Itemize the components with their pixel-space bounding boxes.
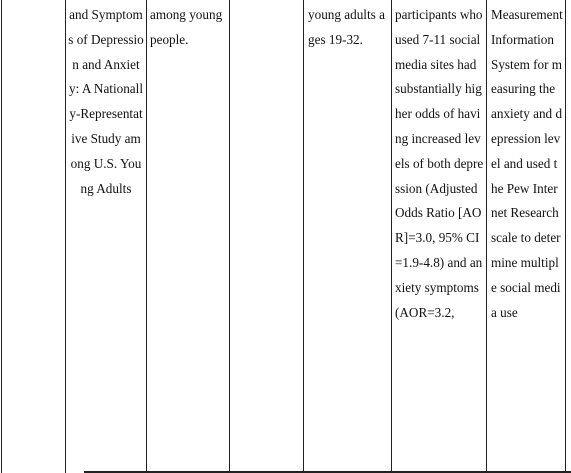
table-cell-aim: [147, 0, 230, 473]
table-row: [2, 0, 566, 473]
cell-text: [230, 0, 303, 3]
study-table: [1, 0, 566, 473]
table-cell-design: [230, 0, 304, 473]
cell-text: [2, 0, 65, 3]
cell-text: young adults ages 19-32.: [308, 7, 385, 47]
table-cell-title: [66, 0, 147, 473]
cell-text: participants who used 7-11 social media sites had substantially higher odds of having increased levels of both depression (Adjusted Odds Ratio [AOR]=3.0, 95% CI=1.9-4.8) and anxiety symptoms (AOR=3.2,: [395, 7, 484, 320]
table-cell-sample: [304, 0, 392, 473]
cell-text: among young people.: [150, 7, 223, 47]
table-cell-results: [392, 0, 487, 473]
table-cell-blank: [2, 0, 66, 473]
table-cell-instruments: [487, 0, 566, 473]
cell-text: and Symptoms of Depression and Anxiety: A Nationally-Representative Study among U.S. Young Adults: [68, 7, 144, 196]
cell-text: Measurement Information System for measuring the anxiety and depression level and used the Pew Internet Research scale to determine multiple social media use: [491, 7, 563, 320]
